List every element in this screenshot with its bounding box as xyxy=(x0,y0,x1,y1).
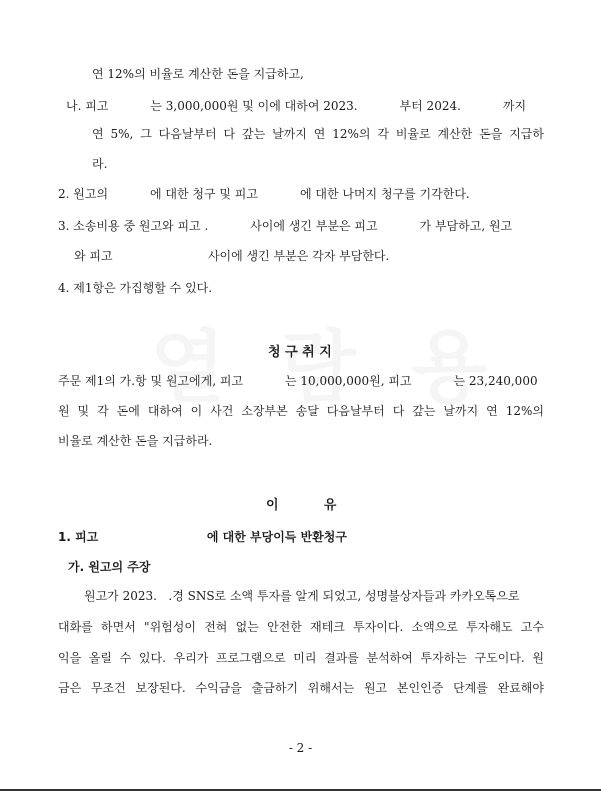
page-number: - 2 - xyxy=(288,741,313,755)
subsection-heading: 가. 원고의 주장 xyxy=(68,560,151,574)
text-line: 나. 피고 는 3,000,000원 및 이에 대하여 2023. 부터 2024. 까지 xyxy=(66,99,527,113)
body-text-line: 익을 올릴 수 있다. 우리가 프로그램으로 미리 결과를 분석하여 투자하는 구도이다. 원 xyxy=(58,651,544,665)
body-text-line: 금은 무조건 보장된다. 수익금을 출금하기 위해서는 원고 본인인증 단계를 완료해야 xyxy=(58,681,544,695)
claim-title: 청 구 취 지 xyxy=(268,345,332,360)
section-heading: 1. 피고 에 대한 부당이득 반환청구 xyxy=(58,530,347,544)
text-line: 연 5%, 그 다음날부터 다 갚는 날까지 연 12%의 각 비율로 계산한 돈을 지급하 xyxy=(92,127,544,141)
claim-text-line: 주문 제1의 가.항 및 원고에게, 피고 는 10,000,000원, 피고 는 23,240,000 xyxy=(58,374,538,388)
claim-text-line: 비율로 계산한 돈을 지급하라. xyxy=(58,434,213,448)
text-line: 연 12%의 비율로 계산한 돈을 지급하고, xyxy=(92,67,304,81)
text-line: 3. 소송비용 중 원고와 피고 . 사이에 생긴 부분은 피고 가 부담하고, 원고 xyxy=(58,219,513,233)
body-text-line: 대화를 하면서 "위험성이 전혀 없는 안전한 재테크 투자이다. 소액으로 투자해도 고수 xyxy=(58,620,544,634)
text-line: 와 피고 사이에 생긴 부분은 각자 부담한다. xyxy=(74,249,390,263)
body-text-line: 원고가 2023. .경 SNS로 소액 투자를 알게 되었고, 성명불상자들과 카카오톡으로 xyxy=(84,589,520,603)
text-line: 2. 원고의 에 대한 청구 및 피고 에 대한 나머지 청구를 기각한다. xyxy=(58,187,470,201)
watermark xyxy=(150,305,500,417)
bottom-divider xyxy=(0,789,601,791)
text-line: 4. 제1항은 가집행할 수 있다. xyxy=(58,281,213,295)
reason-title: 이 유 xyxy=(266,498,337,513)
text-line: 라. xyxy=(92,157,108,171)
claim-text-line: 원 및 각 돈에 대하여 이 사건 소장부본 송달 다음날부터 다 갚는 날까지 연 12%의 xyxy=(58,404,544,418)
